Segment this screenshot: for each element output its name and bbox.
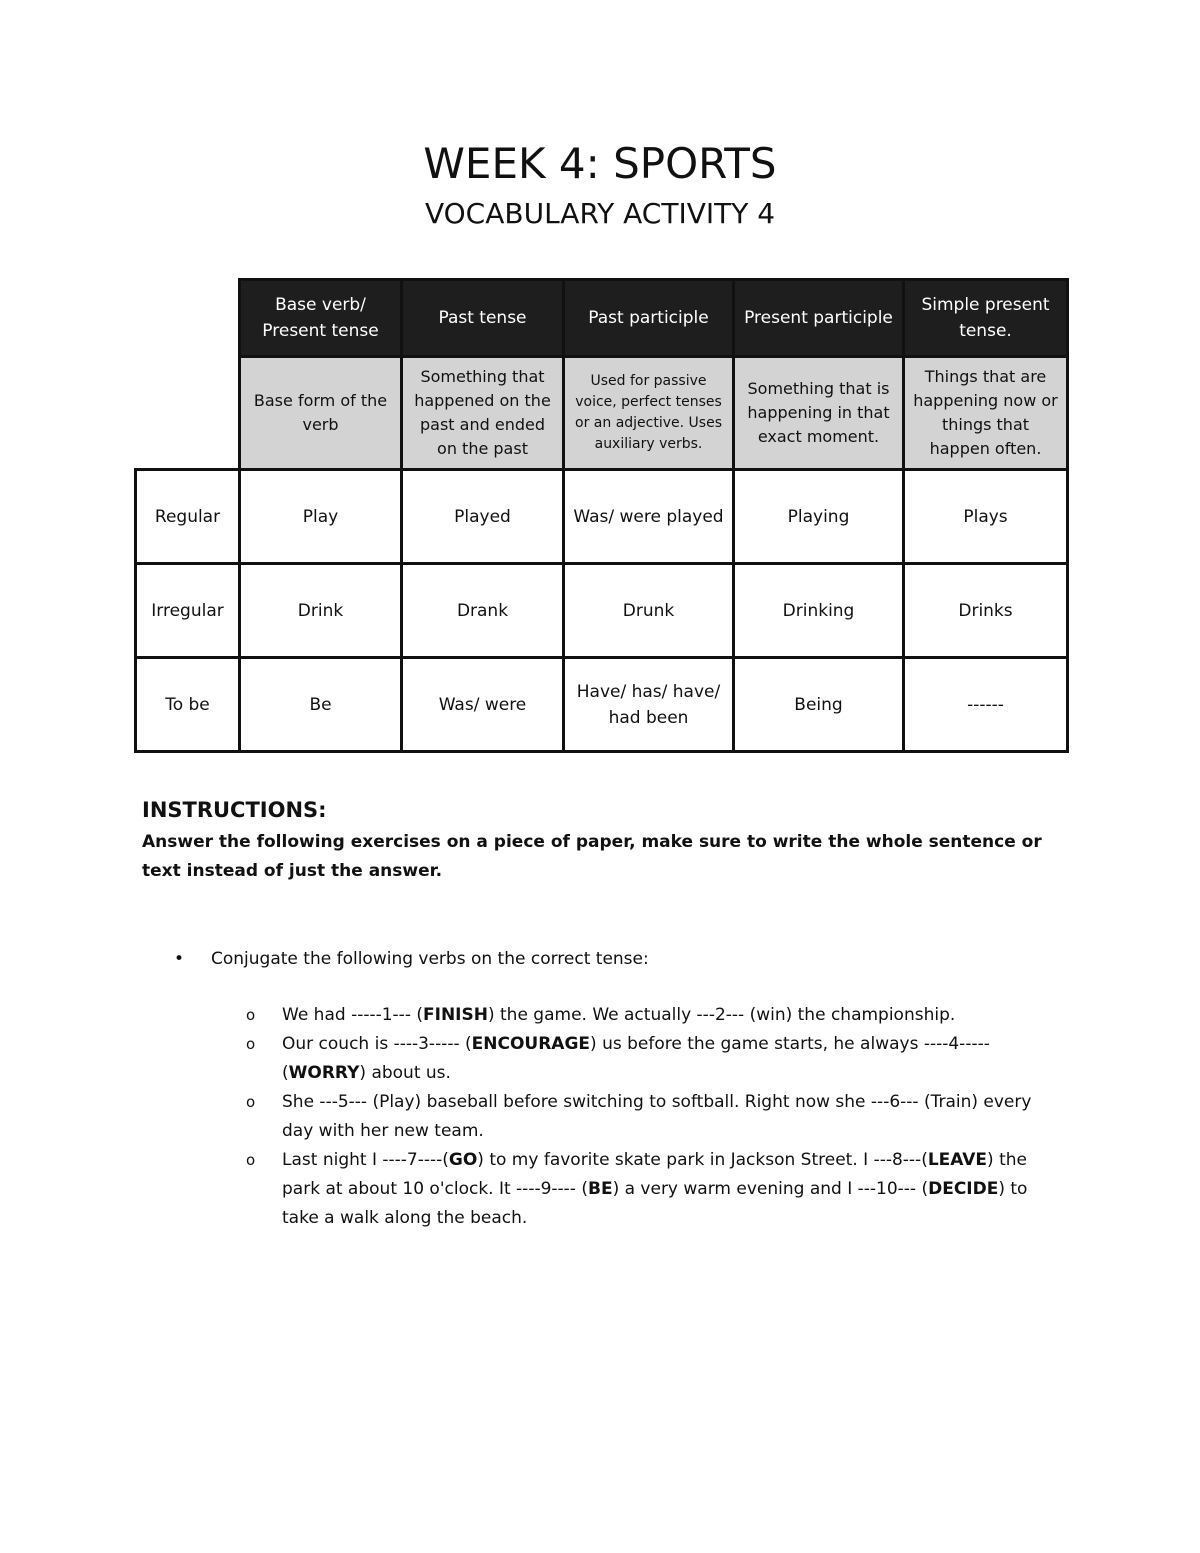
row-label: Irregular [136,564,240,658]
table-cell: Play [240,470,402,564]
table-cell: Played [402,470,564,564]
table-cell: Was/ were [402,658,564,752]
table-corner-cell [136,357,240,470]
desc-present-participle: Something that is happening in that exact moment. [734,357,904,470]
header-base-verb: Base verb/ Present tense [240,280,402,357]
table-cell: Be [240,658,402,752]
header-simple-present: Simple present tense. [904,280,1068,357]
list-item [246,1146,1066,1233]
verb-keyword: DECIDE [928,1179,999,1199]
sub-bullet-icon: o [246,1006,256,1024]
table-cell: Drinks [904,564,1068,658]
table-cell: Drinking [734,564,904,658]
page-title: WEEK 4: SPORTS [423,139,777,188]
item-text: She ---5--- (Play) baseball before switching to softball. Right now she ---6--- (Train) every day with her new team. [282,1092,1032,1141]
table-row [136,564,1068,658]
bullet-icon: • [174,949,185,969]
row-label: To be [136,658,240,752]
verb-keyword: GO [448,1150,478,1170]
list-item [246,1030,1066,1088]
table-cell: Being [734,658,904,752]
desc-past-participle: Used for passive voice, perfect tenses or an adjective. Uses auxiliary verbs. [564,357,734,470]
instructions-body: Answer the following exercises on a piece of paper, make sure to write the whole sentence or text instead of just the answer. [142,832,1042,881]
table-header-row [136,280,1068,357]
exercise-prompt-item [174,946,649,972]
item-text: ) the park at about 10 o'clock. It ----9---- ( [282,1150,1027,1199]
table-cell: Have/ has/ have/ had been [564,658,734,752]
table-cell: Drank [402,564,564,658]
header-present-participle: Present participle [734,280,904,357]
list-item [246,1088,1066,1146]
verb-keyword: BE [587,1179,613,1199]
item-text: ) the game. We actually ---2--- (win) the championship. [487,1005,956,1025]
table-cell: Plays [904,470,1068,564]
table-row [136,658,1068,752]
item-text: Our couch is ----3----- ( [282,1034,472,1054]
header-past-participle: Past participle [564,280,734,357]
item-text: ) to take a walk along the beach. [282,1179,1028,1228]
desc-simple-present: Things that are happening now or things that happen often. [904,357,1068,470]
verb-keyword: WORRY [288,1063,360,1083]
verb-keyword: ENCOURAGE [471,1034,591,1054]
sub-bullet-icon: o [246,1151,256,1169]
table-cell: Drunk [564,564,734,658]
item-text: ) us before the game starts, he always ----4----- ( [282,1034,990,1083]
sub-bullet-icon: o [246,1093,256,1111]
table-row [136,470,1068,564]
table-corner-cell [136,280,240,357]
item-text: Last night I ----7----( [282,1150,449,1170]
verb-keyword: FINISH [423,1005,488,1025]
table-cell: Was/ were played [564,470,734,564]
row-label: Regular [136,470,240,564]
verb-keyword: LEAVE [927,1150,988,1170]
table-cell: Drink [240,564,402,658]
table-description-row [136,357,1068,470]
item-text: We had -----1--- ( [282,1005,423,1025]
header-past-tense: Past tense [402,280,564,357]
item-text: ) about us. [359,1063,451,1083]
item-text: ) a very warm evening and I ---10--- ( [612,1179,929,1199]
verb-tense-table [134,278,1069,753]
page-subtitle: VOCABULARY ACTIVITY 4 [424,197,776,230]
item-text: ) to my favorite skate park in Jackson Street. I ---8---( [477,1150,928,1170]
sub-bullet-icon: o [246,1035,256,1053]
exercise-prompt: Conjugate the following verbs on the correct tense: [211,949,649,969]
table-cell: Playing [734,470,904,564]
instructions-title: INSTRUCTIONS: [142,798,327,822]
desc-past-tense: Something that happened on the past and ended on the past [402,357,564,470]
list-item [246,1001,1066,1030]
table-cell: ------ [904,658,1068,752]
desc-base-verb: Base form of the verb [240,357,402,470]
exercise-list [246,1001,1066,1233]
